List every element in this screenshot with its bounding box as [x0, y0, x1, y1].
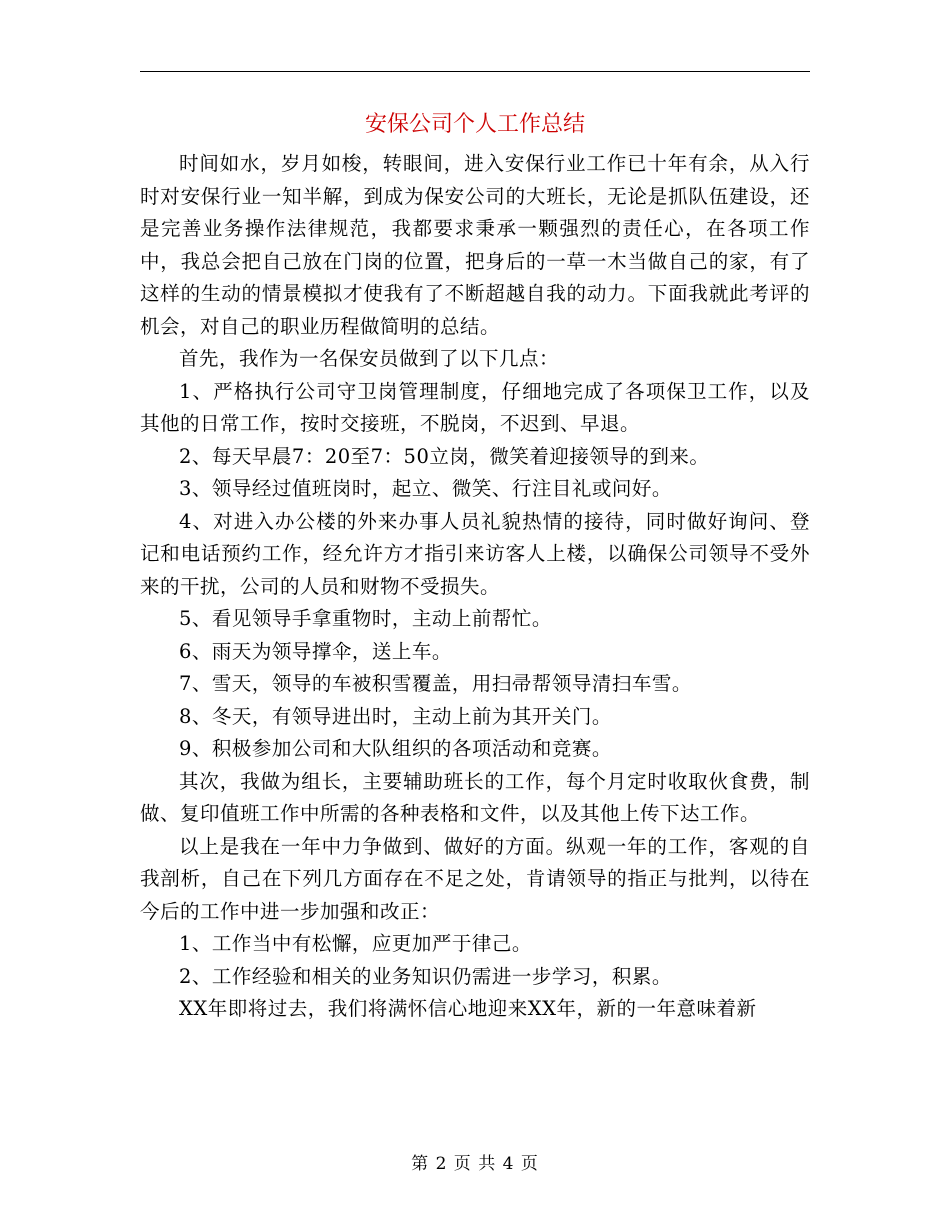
list-item: 5、看见领导手拿重物时，主动上前帮忙。 — [179, 607, 552, 630]
list-item: 3、领导经过值班岗时，起立、微笑、行注目礼或问好。 — [179, 477, 672, 500]
page-number: 第 2 页 共 4 页 — [411, 1154, 539, 1174]
paragraph: 时间如水，岁月如梭，转眼间，进入安保行业工作已十年有余，从入行时对安保行业一知半解，到成为保安公司的大班长，无论是抓队伍建设，还是完善业务操作法律规范，我都要求秉承一颗强烈的责任心，在各项工作中，我总会把自己放在门岗的位置，把身后的一草一木当做自己的家，有了这样的生动的情景模拟才使我有了不断超越自我的动力。下面我就此考评的机会，对自己的职业历程做简明的总结。 — [140, 152, 810, 338]
paragraph: 首先，我作为一名保安员做到了以下几点： — [179, 347, 560, 370]
list-item: 6、雨天为领导撑伞，送上车。 — [179, 639, 452, 663]
paragraph: 其次，我做为组长，主要辅助班长的工作，每个月定时收取伙食费，制做、复印值班工作中所需的各种表格和文件，以及其他上传下达工作。 — [140, 769, 810, 825]
list-item: 7、雪天，领导的车被积雪覆盖，用扫帚帮领导清扫车雪。 — [179, 672, 692, 695]
list-item: 1、工作当中有松懈，应更加严于律己。 — [179, 932, 532, 955]
paragraph: 以上是我在一年中力争做到、做好的方面。纵观一年的工作，客观的自我剖析，自己在下列几方面存在不足之处，肯请领导的指正与批判，以待在今后的工作中进一步加强和改正： — [140, 834, 810, 923]
document-title: 安保公司个人工作总结 — [364, 112, 585, 137]
list-item: 9、积极参加公司和大队组织的各项活动和竞赛。 — [179, 737, 612, 760]
document-body — [140, 148, 810, 1026]
paragraph: XX年即将过去，我们将满怀信心地迎来XX年，新的一年意味着新 — [179, 997, 757, 1020]
list-item: 2、工作经验和相关的业务知识仍需进一步学习，积累。 — [179, 964, 672, 988]
header-rule — [140, 71, 810, 72]
list-item: 4、对进入办公楼的外来办事人员礼貌热情的接待，同时做好询问、登记和电话预约工作，经允许方才指引来访客人上楼，以确保公司领导不受外来的干扰，公司的人员和财物不受损失。 — [140, 509, 810, 598]
list-item: 2、每天早晨7：20至7：50立岗，微笑着迎接领导的到来。 — [179, 444, 710, 468]
list-item: 1、严格执行公司守卫岗管理制度，仔细地完成了各项保卫工作，以及其他的日常工作，按时交接班，不脱岗，不迟到、早退。 — [140, 379, 810, 435]
list-item: 8、冬天，有领导进出时，主动上前为其开关门。 — [179, 704, 612, 728]
